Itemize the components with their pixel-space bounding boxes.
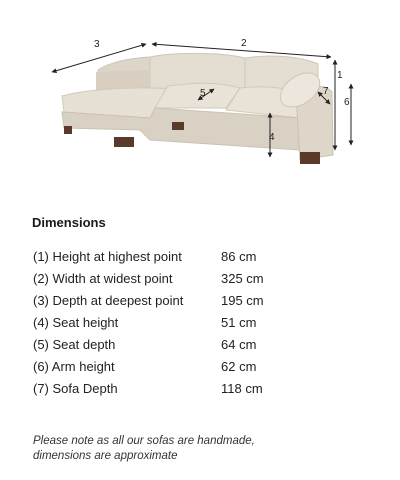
dimensions-list [33,245,313,399]
handmade-note [33,434,333,464]
dimensions-heading: Dimensions [32,215,106,230]
dimension-row-sofa-depth [33,377,313,399]
dimension-label: (3) Depth at deepest point [33,292,184,308]
dimension-value: 62 cm [221,358,257,374]
marker-6-label: 6 [344,97,350,108]
sofa-illustration [0,0,400,200]
dimension-value: 325 cm [221,270,264,286]
marker-4-label: 4 [269,132,275,143]
dimension-label: (4) Seat height [33,314,119,330]
dimension-value: 195 cm [221,292,264,308]
dimension-row-height [33,245,313,267]
dimension-row-arm-height [33,355,313,377]
marker-2-label: 2 [241,38,247,49]
dimension-value: 51 cm [221,314,257,330]
marker-1-label: 1 [337,70,343,81]
marker-7-label: 7 [323,86,329,97]
marker-3-label: 3 [94,39,100,50]
dimension-value: 64 cm [221,336,257,352]
dimension-value: 86 cm [221,248,257,264]
sofa-shape [62,53,333,164]
dimension-row-depth [33,289,313,311]
dimension-label: (1) Height at highest point [33,248,182,264]
dimension-label: (7) Sofa Depth [33,380,118,396]
dimension-value: 118 cm [221,380,263,396]
dimension-row-width [33,267,313,289]
marker-5-label: 5 [200,88,206,99]
note-line-1: Please note as all our sofas are handmade, [33,435,255,447]
dimension-label: (5) Seat depth [33,336,116,352]
note-line-2: dimensions are approximate [33,450,178,462]
dimension-row-seat-depth [33,333,313,355]
dimension-label: (6) Arm height [33,358,115,374]
sofa-dimension-diagram [0,0,400,200]
dimension-label: (2) Width at widest point [33,270,173,286]
dimension-row-seat-height [33,311,313,333]
